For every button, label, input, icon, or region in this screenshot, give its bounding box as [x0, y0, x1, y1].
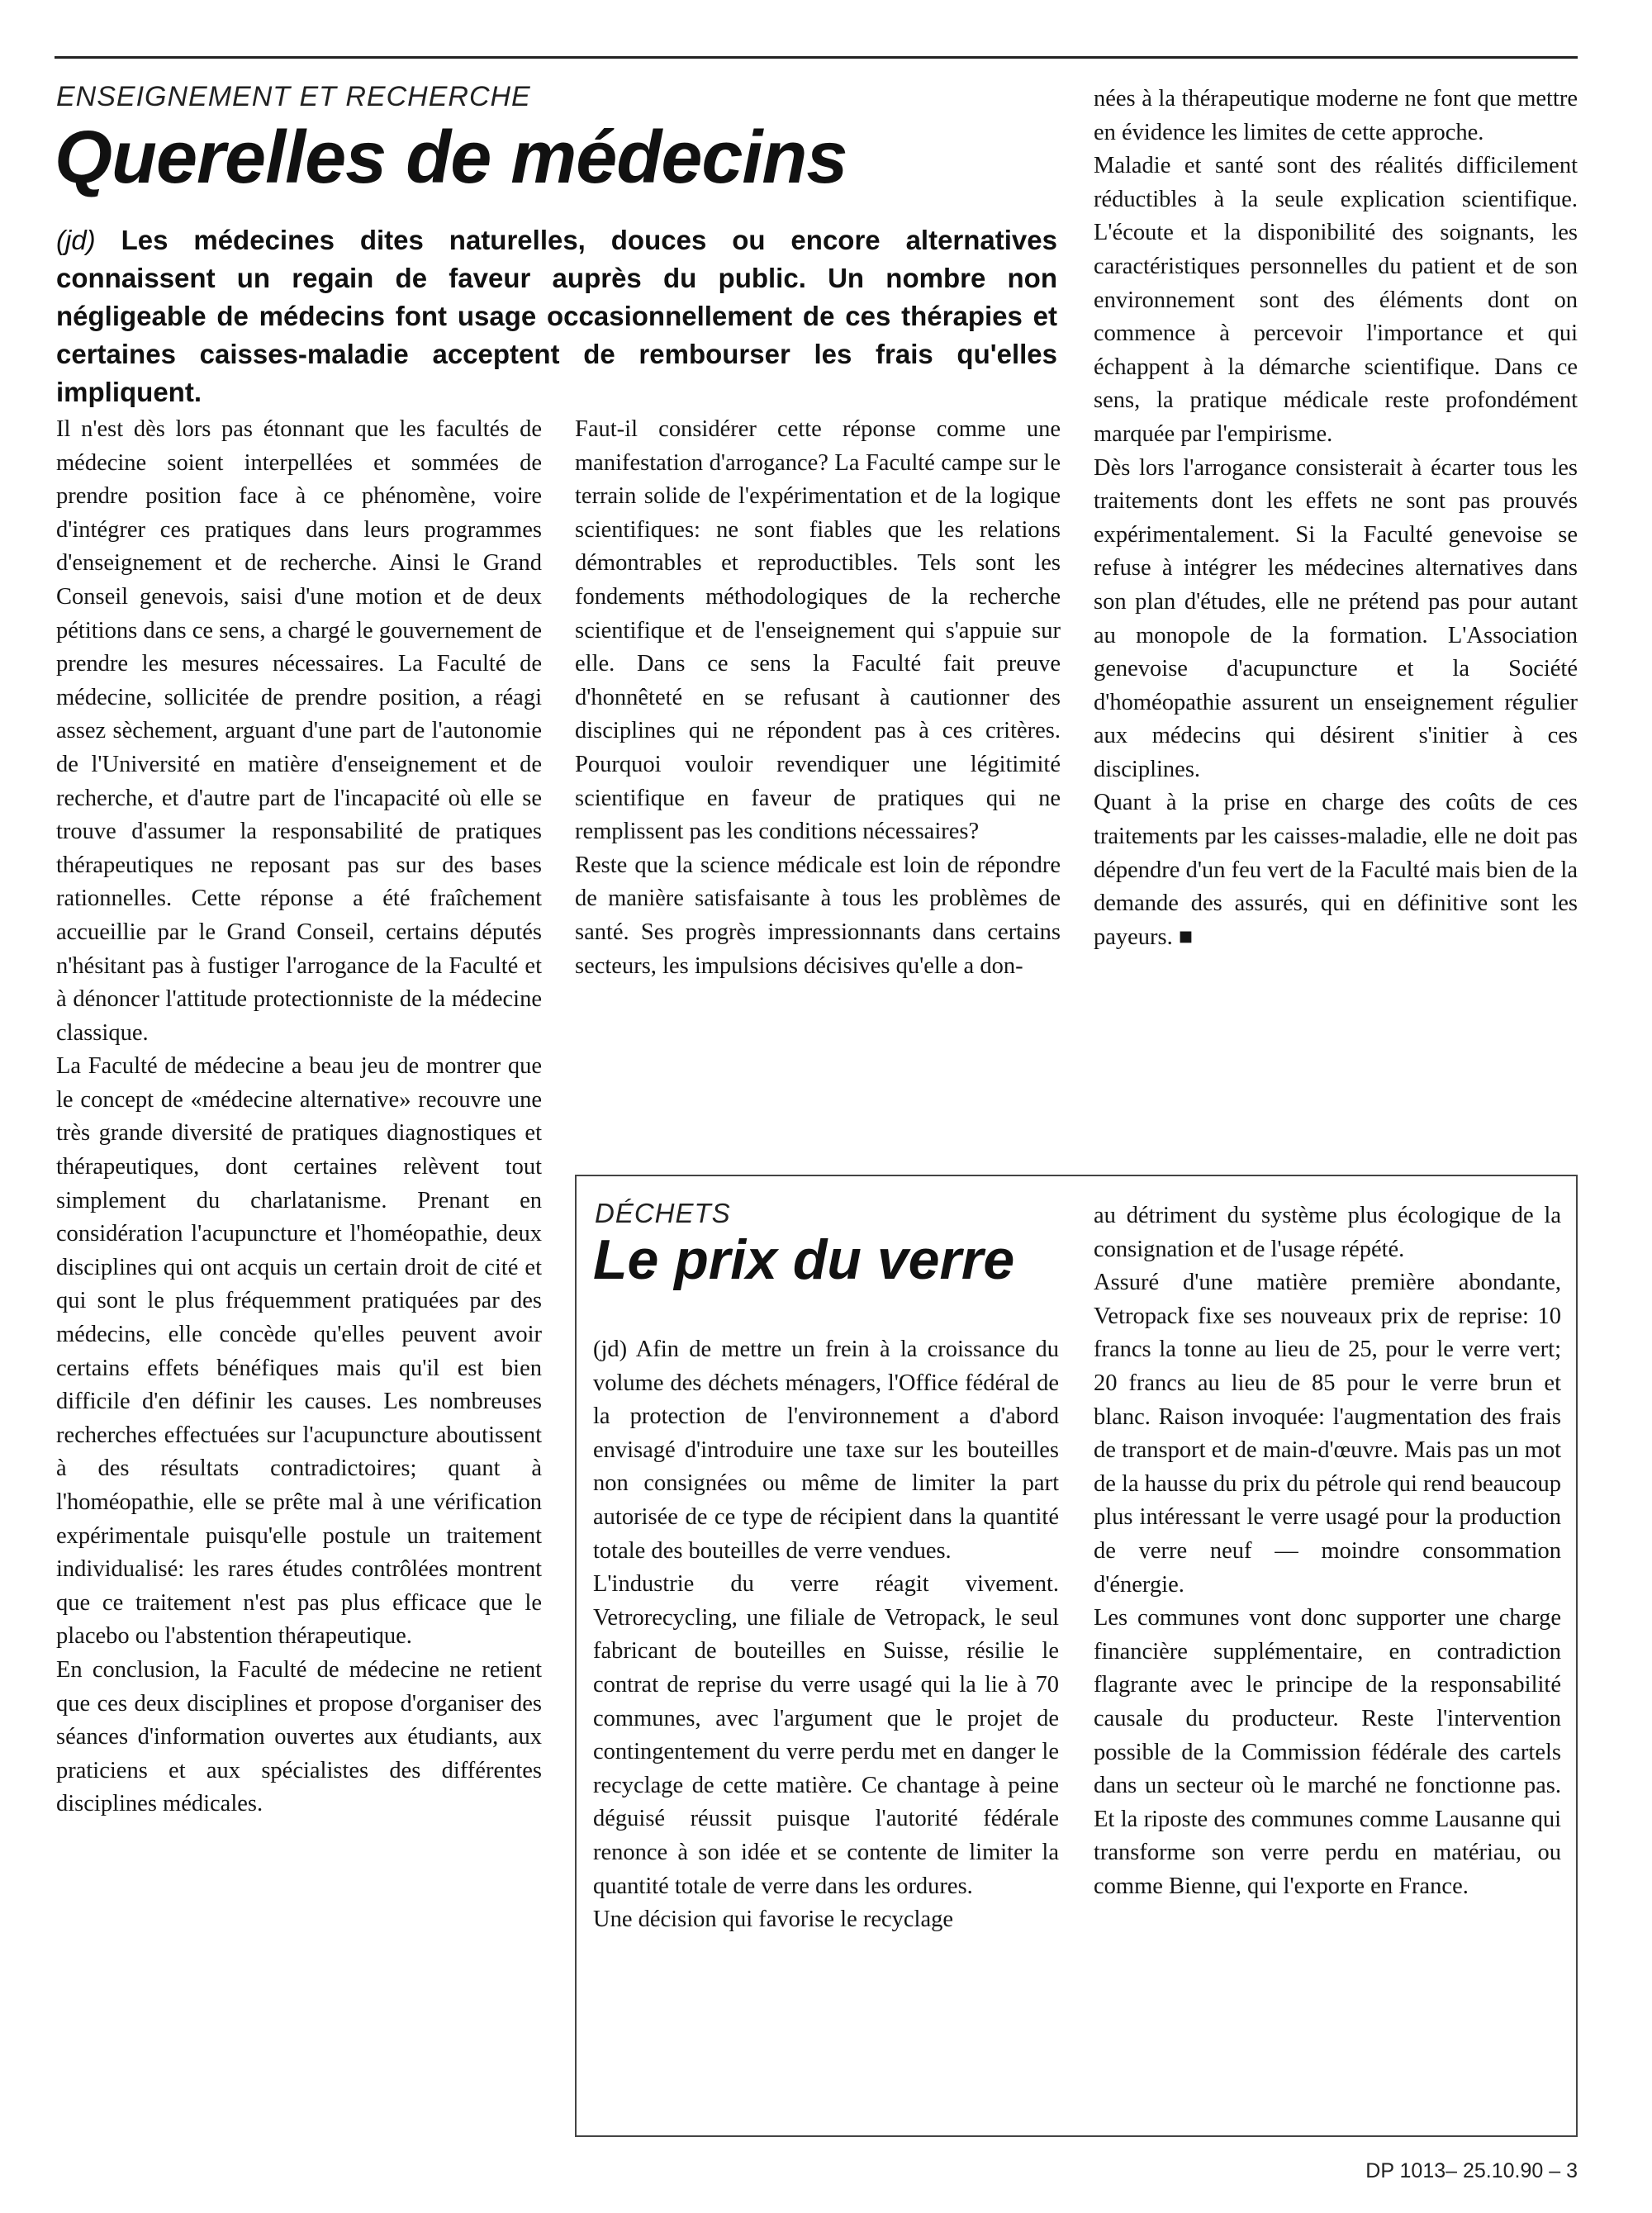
- paragraph: Une décision qui favorise le recyclage: [593, 1907, 954, 1933]
- paragraph: En conclusion, la Faculté de médecine ne retient que ces deux disciplines et propose d'organiser des séances d'information ouvertes aux étudiants, aux praticiens et aux spécialistes des différentes disciplines médicales.: [56, 1656, 542, 1817]
- paragraph: (jd) Afin de mettre un frein à la croissance du volume des déchets ménagers, l'Office fédéral de la protection de l'environnement a d'abord envisagé d'introduire une taxe sur les bouteilles non consignées ou même de limiter la part autorisée de ce type de récipient dans la quantité totale des bouteilles de verre vendues.: [593, 1337, 1059, 1564]
- paragraph: au détriment du système plus écologique de la consignation et de l'usage répété.: [1094, 1203, 1561, 1262]
- lead-text: Les médecines dites naturelles, douces ou encore alternatives connaissent un regain de faveur auprès du public. Un nombre non négligeable de médecins font usage occasionnellement de ces thérapies et certaines caisses-maladie acceptent de rembourser les frais qu'elles impliquent.: [56, 225, 1057, 407]
- article1-column-2: [575, 413, 1061, 983]
- article2-column-2: [1094, 1199, 1561, 1903]
- paragraph: La Faculté de médecine a beau jeu de montrer que le concept de «médecine alternative» recouvre une très grande diversité de pratiques diagnostiques et thérapeutiques, dont certaines relèvent tout simplement du charlatanisme. Prenant en considération l'acupuncture et l'homéopathie, deux disciplines qui ont acquis un certain droit de cité et qui sont le plus fréquemment pratiquées par des médecins, elle concède qu'elles peuvent avoir certains effets bénéfiques mais qu'il est bien difficile d'en définir les causes. Les nombreuses recherches effectuées sur l'acupuncture aboutissent à des résultats contradictoires; quant à l'homéopathie, elle se prête mal à une vérification expérimentale puisqu'elle postule un traitement individualisé: les rares études contrôlées montrent que ce traitement n'est pas plus efficace que le placebo ou l'abstention thérapeutique.: [56, 1053, 542, 1650]
- page-footer: DP 1013– 25.10.90 – 3: [1365, 2159, 1578, 2182]
- paragraph: Dès lors l'arrogance consisterait à écarter tous les traitements dont les effets ne sont pas prouvés expérimentalement. Si la Faculté genevoise se refuse à intégrer les médecines alternatives dans son plan d'études, elle ne prétend pas pour autant au monopole de la formation. L'Association genevoise d'acupuncture et la Société d'homéopathie assurent un enseignement régulier aux médecins qui désirent s'initier à ces disciplines.: [1094, 454, 1578, 782]
- lead-signature: (jd): [56, 225, 96, 255]
- paragraph: Assuré d'une matière première abondante, Vetropack fixe ses nouveaux prix de reprise: 10 francs la tonne au lieu de 25, pour le verre vert; 20 francs au lieu de 85 pour le verre brun et blanc. Raison invoquée: l'augmentation des frais de transport et de main-d'œuvre. Mais pas un mot de la hausse du prix du pétrole qui rend beaucoup plus intéressant le verre usagé pour la production de verre neuf — moindre consommation d'énergie.: [1094, 1270, 1561, 1598]
- article1-rubric: ENSEIGNEMENT ET RECHERCHE: [56, 81, 531, 112]
- paragraph: Quant à la prise en charge des coûts de ces traitements par les caisses-maladie, elle ne doit pas dépendre d'un feu vert de la Faculté mais bien de la demande des assurés, qui en définitive sont les payeurs. ■: [1094, 790, 1578, 950]
- paragraph: Les communes vont donc supporter une charge financière supplémentaire, en contradiction flagrante avec le principe de la responsabilité causale du producteur. Reste l'intervention possible de la Commission fédérale des cartels dans un secteur où le marché ne fonctionne pas. Et la riposte des communes comme Lausanne qui transforme son verre perdu en matériau, ou comme Bienne, qui l'exporte en France.: [1094, 1605, 1561, 1899]
- paragraph: Reste que la science médicale est loin de répondre de manière satisfaisante à tous les problèmes de santé. Ses progrès impressionnants dans certains secteurs, les impulsions décisives qu'elle a don-: [575, 852, 1061, 979]
- paragraph: L'industrie du verre réagit vivement. Vetrorecycling, une filiale de Vetropack, le seul fabricant de bouteilles en Suisse, résilie le contrat de reprise du verre usagé qui la lie à 70 communes, avec l'argument que le projet de contingentement du verre perdu met en danger le recyclage de cette matière. Ce chantage à peine déguisé réussit puisque l'autorité fédérale renonce à son idée et se contente de limiter la quantité totale de verre dans les ordures.: [593, 1571, 1059, 1899]
- top-rule: [55, 56, 1578, 59]
- article2-rubric: DÉCHETS: [595, 1198, 731, 1228]
- article2-title: Le prix du verre: [593, 1228, 1015, 1291]
- paragraph: Faut-il considérer cette réponse comme une manifestation d'arrogance? La Faculté campe sur le terrain solide de l'expérimentation et de la logique scientifiques: ne sont fiables que les relations démontrables et reproductibles. Tels sont les fondements méthodologiques de la recherche scientifique et de l'enseignement qui s'appuie sur elle. Dans ce sens la Faculté fait preuve d'honnêteté en se refusant à cautionner des disciplines qui ne répondent pas à ces critères. Pourquoi vouloir revendiquer une légitimité scientifique en faveur de pratiques qui ne remplissent pas les conditions nécessaires?: [575, 416, 1061, 845]
- article1-column-3: [1094, 83, 1578, 954]
- article2-column-1: [593, 1333, 1059, 1937]
- article1-title: Querelles de médecins: [55, 116, 847, 199]
- paragraph: nées à la thérapeutique moderne ne font que mettre en évidence les limites de cette approche.: [1094, 86, 1578, 145]
- article1-column-1: [56, 413, 542, 1821]
- paragraph: Maladie et santé sont des réalités difficilement réductibles à la seule explication scientifique. L'écoute et la disponibilité des soignants, les caractéristiques personnelles du patient et de son environnement sont des éléments dont on commence à percevoir l'importance et qui échappent à la démarche scientifique. Dans ce sens, la pratique médicale reste profondément marquée par l'empirisme.: [1094, 153, 1578, 447]
- article1-lead: [56, 221, 1057, 411]
- paragraph: Il n'est dès lors pas étonnant que les facultés de médecine soient interpellées et sommées de prendre position face à ce phénomène, voire d'intégrer ces pratiques dans leurs programmes d'enseignement et de recherche. Ainsi le Grand Conseil genevois, saisi d'une motion et de deux pétitions dans ce sens, a chargé le gouvernement de prendre les mesures nécessaires. La Faculté de médecine, sollicitée de prendre position, a réagi assez sèchement, arguant d'une part de l'autonomie de l'Université en matière d'enseignement et de recherche, et d'autre part de l'incapacité où elle se trouve d'assumer la responsabilité de pratiques thérapeutiques ne reposant pas sur des bases rationnelles. Cette réponse a été fraîchement accueillie par le Grand Conseil, certains députés n'hésitant pas à fustiger l'arrogance de la Faculté et à dénoncer l'attitude protectionniste de la médecine classique.: [56, 416, 542, 1046]
